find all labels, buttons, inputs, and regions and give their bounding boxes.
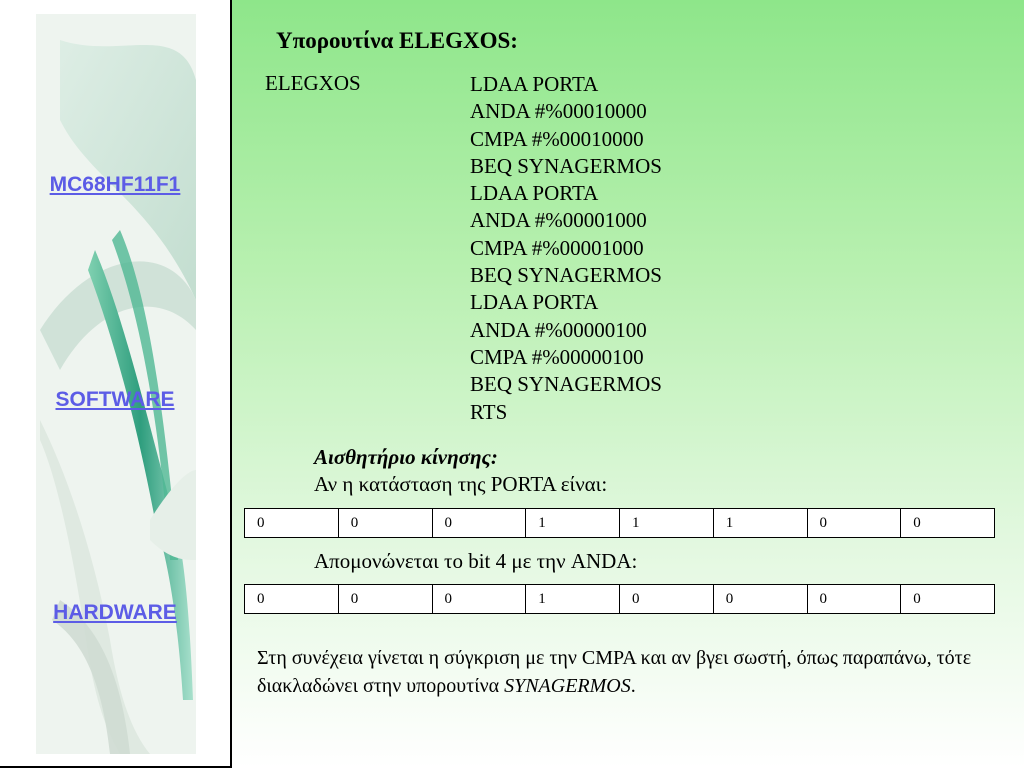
nav-link-mc68hf11f1[interactable]: MC68HF11F1	[49, 173, 181, 196]
nav-link-software[interactable]: SOFTWARE	[55, 388, 175, 411]
bit-cell: 0	[245, 509, 339, 538]
explanation-paragraph	[257, 644, 997, 700]
bit-cell: 1	[526, 509, 620, 538]
bit-cell: 0	[713, 585, 807, 614]
paragraph-end: .	[630, 675, 636, 697]
code-line: RTS	[470, 399, 508, 424]
code-line: CMPA #%00010000	[470, 126, 644, 151]
bit-cell: 0	[901, 585, 995, 614]
decorative-swirl-graphic	[0, 0, 230, 766]
sensor-section	[314, 444, 607, 498]
bit-cell: 0	[338, 585, 432, 614]
page-title: Υπορουτίνα ELEGXOS:	[276, 28, 518, 53]
porta-state-table	[244, 508, 995, 538]
bit-cell: 1	[620, 509, 714, 538]
table-row	[245, 509, 995, 538]
bit-cell: 0	[620, 585, 714, 614]
bit-cell: 0	[338, 509, 432, 538]
sidebar	[0, 0, 232, 768]
code-line: LDAA PORTA	[470, 181, 599, 206]
code-line: CMPA #%00001000	[470, 235, 644, 260]
code-line: CMPA #%00000100	[470, 344, 644, 369]
code-line: BEQ SYNAGERMOS	[470, 372, 662, 397]
code-line: ANDA #%00000100	[470, 317, 647, 342]
code-line: BEQ SYNAGERMOS	[470, 263, 662, 288]
code-listing	[470, 71, 662, 426]
paragraph-text: Στη συνέχεια γίνεται η σύγκριση με την CMPA και αν βγει σωστή, όπως παραπάνω, τότε διακλαδώνει στην υπορουτίνα	[257, 647, 972, 697]
bit-cell: 0	[432, 509, 526, 538]
code-line: BEQ SYNAGERMOS	[470, 153, 662, 178]
bit-cell: 0	[807, 509, 901, 538]
bit-cell: 0	[432, 585, 526, 614]
bit-cell: 1	[526, 585, 620, 614]
table-row	[245, 585, 995, 614]
code-line: LDAA PORTA	[470, 72, 599, 96]
isolate-text: Απομονώνεται το bit 4 με την ANDA:	[314, 549, 638, 573]
masked-result-table	[244, 584, 995, 614]
nav-link-hardware[interactable]: HARDWARE	[53, 601, 177, 624]
bit-cell: 0	[245, 585, 339, 614]
routine-label: ELEGXOS	[265, 71, 361, 95]
sensor-text: Αν η κατάσταση της PORTA είναι:	[314, 472, 608, 496]
bit-cell: 0	[901, 509, 995, 538]
code-line: ANDA #%00010000	[470, 99, 647, 124]
subroutine-name: SYNAGERMOS	[504, 675, 631, 697]
sensor-heading: Αισθητήριο κίνησης:	[314, 445, 498, 469]
code-line: LDAA PORTA	[470, 290, 599, 315]
bit-cell: 0	[807, 585, 901, 614]
code-line: ANDA #%00001000	[470, 208, 647, 233]
bit-cell: 1	[713, 509, 807, 538]
